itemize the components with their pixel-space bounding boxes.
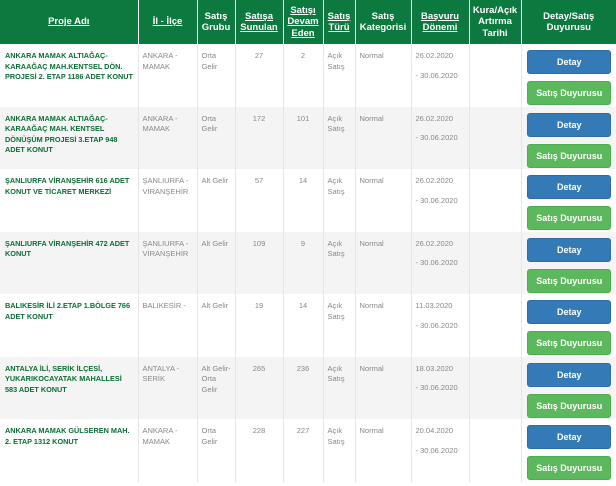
row-actions bbox=[521, 419, 616, 482]
row-actions bbox=[521, 169, 616, 232]
ongoing-count: 14 bbox=[283, 294, 323, 357]
application-period bbox=[411, 357, 469, 420]
sales-category: Normal bbox=[355, 232, 411, 295]
sales-category: Normal bbox=[355, 294, 411, 357]
period-end: - 30.06.2020 bbox=[415, 258, 458, 268]
sales-category: Normal bbox=[355, 107, 411, 170]
sales-announcement-button[interactable]: Satış Duyurusu bbox=[527, 81, 611, 105]
table-row bbox=[0, 232, 616, 295]
row-actions bbox=[521, 357, 616, 420]
lottery-date bbox=[469, 357, 521, 420]
header-actions: Detay/Satış Duyurusu bbox=[521, 0, 616, 44]
detail-button[interactable]: Detay bbox=[527, 50, 611, 74]
lottery-date bbox=[469, 294, 521, 357]
offered-count: 57 bbox=[235, 169, 283, 232]
ongoing-count: 2 bbox=[283, 44, 323, 107]
application-period bbox=[411, 232, 469, 295]
project-name: ANTALYA İLİ, SERİK İLÇESİ, YUKARIKOCAYATAK MAHALLESİ 583 ADET KONUT bbox=[0, 357, 138, 420]
period-end: - 30.06.2020 bbox=[415, 383, 458, 393]
sales-type: Açık Satış bbox=[323, 44, 355, 107]
sales-group: Orta Gelir bbox=[197, 419, 235, 482]
application-period bbox=[411, 294, 469, 357]
sales-type: Açık Satış bbox=[323, 169, 355, 232]
sales-type: Açık Satış bbox=[323, 232, 355, 295]
project-name: BALIKESİR İLİ 2.ETAP 1.BÖLGE 766 ADET KONUT bbox=[0, 294, 138, 357]
application-period bbox=[411, 44, 469, 107]
lottery-date bbox=[469, 107, 521, 170]
sales-type: Açık Satış bbox=[323, 419, 355, 482]
offered-count: 172 bbox=[235, 107, 283, 170]
project-location: ANKARA - MAMAK bbox=[138, 44, 197, 107]
sales-category: Normal bbox=[355, 44, 411, 107]
project-name: ŞANLIURFA VİRANŞEHİR 472 ADET KONUT bbox=[0, 232, 138, 295]
sort-location[interactable]: İl - İlçe bbox=[138, 0, 197, 44]
ongoing-count: 227 bbox=[283, 419, 323, 482]
period-start: 18.03.2020 bbox=[415, 363, 454, 373]
project-location: ŞANLIURFA - VİRANŞEHİR bbox=[138, 169, 197, 232]
detail-button[interactable]: Detay bbox=[527, 363, 611, 387]
row-actions bbox=[521, 107, 616, 170]
sort-offered[interactable]: Satışa Sunulan bbox=[235, 0, 283, 44]
lottery-date bbox=[469, 169, 521, 232]
table-header bbox=[0, 0, 616, 44]
ongoing-count: 9 bbox=[283, 232, 323, 295]
sales-category: Normal bbox=[355, 169, 411, 232]
project-name: ANKARA MAMAK ALTIAĞAÇ-KARAAĞAÇ MAH. KENTSEL DÖNÜŞÜM PROJESİ 3.ETAP 948 ADET KONUT bbox=[0, 107, 138, 170]
ongoing-count: 14 bbox=[283, 169, 323, 232]
detail-button[interactable]: Detay bbox=[527, 113, 611, 137]
project-name: ANKARA MAMAK ALTIAĞAÇ-KARAAĞAÇ MAH.KENTSEL DÖN. PROJESİ 2. ETAP 1186 ADET KONUT bbox=[0, 44, 138, 107]
detail-button[interactable]: Detay bbox=[527, 300, 611, 324]
table-row bbox=[0, 169, 616, 232]
sales-group: Alt Gelir bbox=[197, 232, 235, 295]
period-start: 11.03.2020 bbox=[415, 301, 453, 310]
period-start: 26.02.2020 bbox=[415, 51, 454, 60]
sales-group: Alt Gelir bbox=[197, 169, 235, 232]
application-period bbox=[411, 169, 469, 232]
sort-application-period[interactable]: Başvuru Dönemi bbox=[411, 0, 469, 44]
project-location: ANKARA - MAMAK bbox=[138, 107, 197, 170]
period-end: - 30.06.2020 bbox=[415, 70, 458, 80]
period-end: - 30.06.2020 bbox=[415, 133, 458, 143]
header-sales-group: Satış Grubu bbox=[197, 0, 235, 44]
sales-announcement-button[interactable]: Satış Duyurusu bbox=[527, 394, 611, 418]
detail-button[interactable]: Detay bbox=[527, 175, 611, 199]
offered-count: 109 bbox=[235, 232, 283, 295]
application-period bbox=[411, 107, 469, 170]
sales-announcement-button[interactable]: Satış Duyurusu bbox=[527, 456, 611, 480]
table-row bbox=[0, 44, 616, 107]
sort-sales-type[interactable]: Satış Türü bbox=[323, 0, 355, 44]
period-start: 20.04.2020 bbox=[415, 426, 454, 435]
sales-type: Açık Satış bbox=[323, 294, 355, 357]
project-location: ANKARA - MAMAK bbox=[138, 419, 197, 482]
offered-count: 19 bbox=[235, 294, 283, 357]
period-end: - 30.06.2020 bbox=[415, 195, 458, 205]
period-end: - 30.06.2020 bbox=[415, 320, 458, 330]
header-sales-category: Satış Kategorisi bbox=[355, 0, 411, 44]
period-end: - 30.06.2020 bbox=[415, 445, 458, 455]
lottery-date bbox=[469, 44, 521, 107]
project-location: BALIKESİR - bbox=[138, 294, 197, 357]
table-row bbox=[0, 107, 616, 170]
sales-type: Açık Satış bbox=[323, 107, 355, 170]
sales-group: Alt Gelir-Orta Gelir bbox=[197, 357, 235, 420]
sales-announcement-button[interactable]: Satış Duyurusu bbox=[527, 331, 611, 355]
ongoing-count: 101 bbox=[283, 107, 323, 170]
offered-count: 228 bbox=[235, 419, 283, 482]
offered-count: 27 bbox=[235, 44, 283, 107]
detail-button[interactable]: Detay bbox=[527, 238, 611, 262]
project-location: ŞANLIURFA - VİRANŞEHİR bbox=[138, 232, 197, 295]
offered-count: 265 bbox=[235, 357, 283, 420]
table-row bbox=[0, 294, 616, 357]
sort-ongoing[interactable]: Satışı Devam Eden bbox=[283, 0, 323, 44]
table-row bbox=[0, 357, 616, 420]
sales-announcement-button[interactable]: Satış Duyurusu bbox=[527, 269, 611, 293]
project-name: ŞANLIURFA VİRANŞEHİR 616 ADET KONUT VE TİCARET MERKEZİ bbox=[0, 169, 138, 232]
table-row bbox=[0, 419, 616, 482]
period-start: 26.02.2020 bbox=[415, 176, 454, 185]
sales-type: Açık Satış bbox=[323, 357, 355, 420]
period-start: 26.02.2020 bbox=[415, 238, 454, 248]
project-location: ANTALYA - SERİK bbox=[138, 357, 197, 420]
header-lottery-date: Kura/Açık Artırma Tarihi bbox=[469, 0, 521, 44]
application-period bbox=[411, 419, 469, 482]
sales-group: Orta Gelir bbox=[197, 107, 235, 170]
sales-category: Normal bbox=[355, 357, 411, 420]
row-actions bbox=[521, 232, 616, 295]
sort-project-name[interactable]: Proje Adı bbox=[0, 0, 138, 44]
table-body bbox=[0, 44, 616, 482]
row-actions bbox=[521, 44, 616, 107]
sales-category: Normal bbox=[355, 419, 411, 482]
sales-announcement-button[interactable]: Satış Duyurusu bbox=[527, 206, 611, 230]
project-name: ANKARA MAMAK GÜLSEREN MAH. 2. ETAP 1312 KONUT bbox=[0, 419, 138, 482]
sales-group: Alt Gelir bbox=[197, 294, 235, 357]
ongoing-count: 236 bbox=[283, 357, 323, 420]
period-start: 26.02.2020 bbox=[415, 113, 454, 123]
lottery-date bbox=[469, 419, 521, 482]
row-actions bbox=[521, 294, 616, 357]
lottery-date bbox=[469, 232, 521, 295]
sales-announcement-button[interactable]: Satış Duyurusu bbox=[527, 144, 611, 168]
detail-button[interactable]: Detay bbox=[527, 425, 611, 449]
sales-group: Orta Gelir bbox=[197, 44, 235, 107]
